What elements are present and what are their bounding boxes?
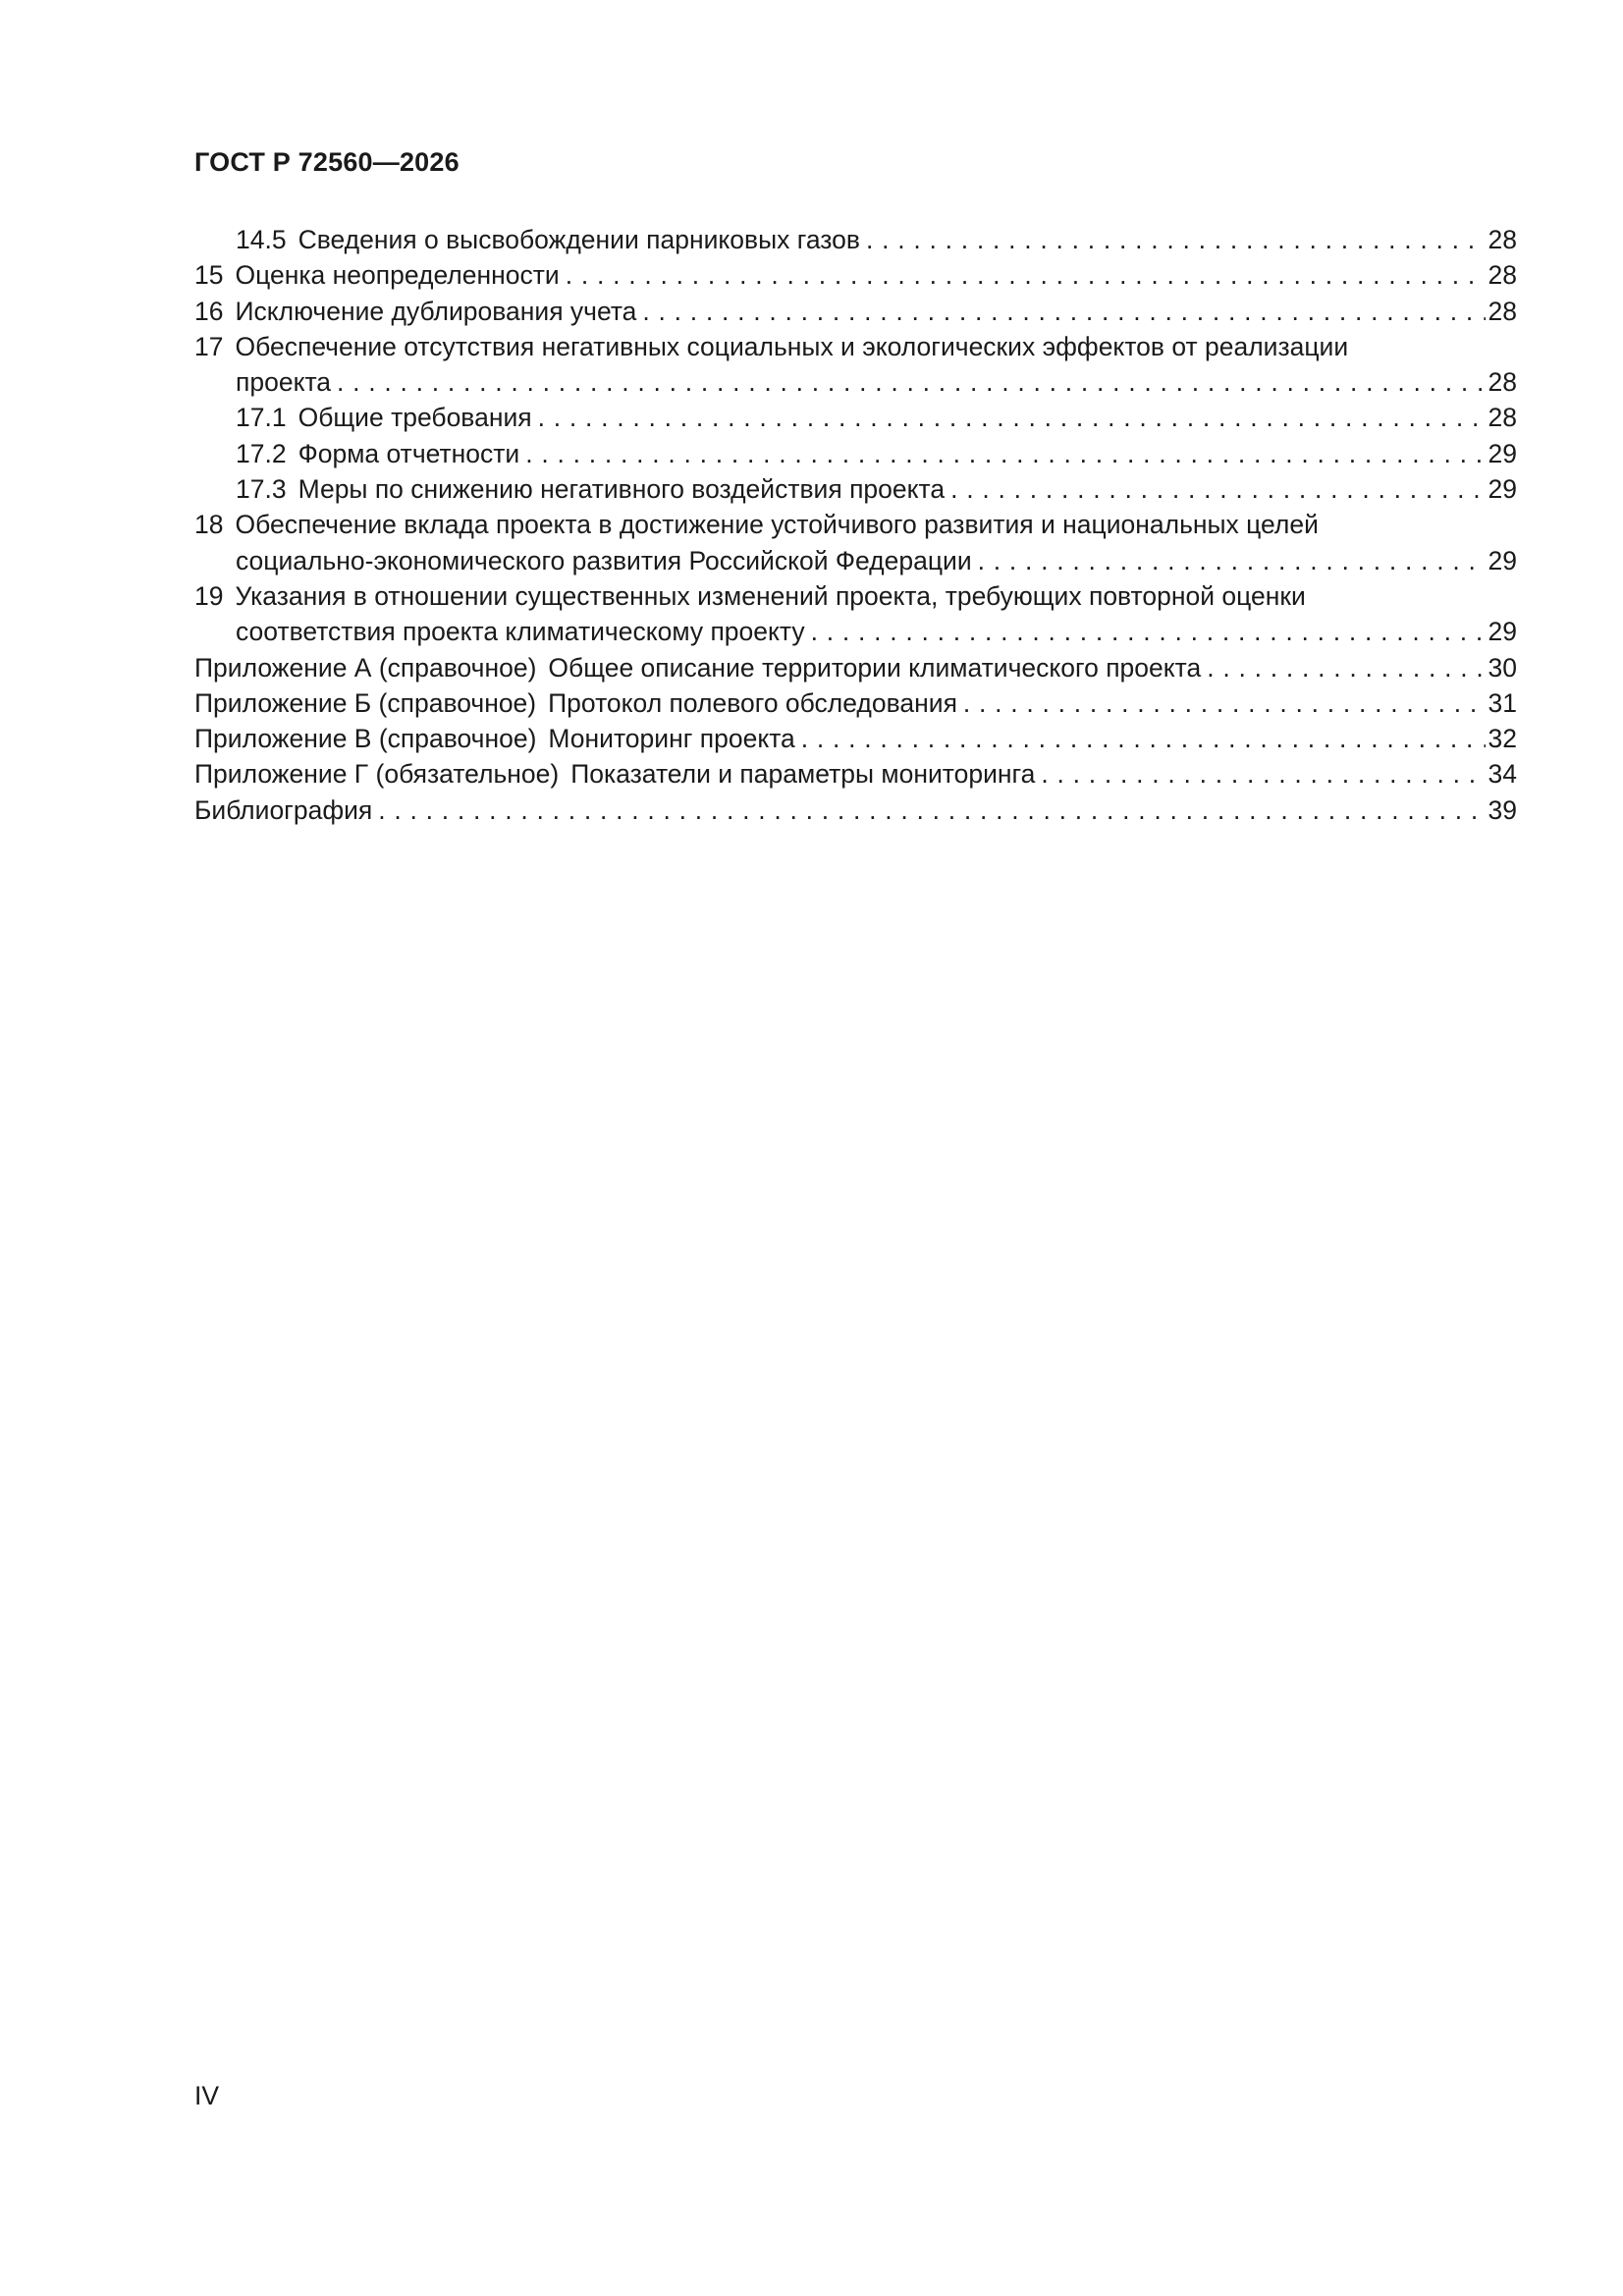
toc-entry[interactable] bbox=[194, 400, 1517, 435]
toc-entry-number: 19 bbox=[194, 580, 224, 611]
toc-entry-page: 28 bbox=[1488, 296, 1517, 326]
dot-leader bbox=[642, 294, 1485, 329]
toc-entry-title: Сведения о высвобождении парниковых газов bbox=[298, 225, 860, 254]
toc-entry-appendix[interactable] bbox=[194, 685, 1517, 721]
toc-entry-number: 17 bbox=[194, 331, 224, 361]
toc-entry-page: 29 bbox=[1488, 545, 1517, 575]
dot-leader bbox=[950, 471, 1485, 507]
dot-leader bbox=[978, 543, 1486, 578]
toc-entry-number: Приложение В (справочное) bbox=[194, 724, 537, 754]
toc-entry-number: 15 bbox=[194, 260, 224, 291]
toc-entry-title: Общее описание территории климатического проекта bbox=[548, 652, 1202, 683]
toc-entry-page: 29 bbox=[1488, 617, 1517, 647]
toc-entry-number: Приложение Г (обязательное) bbox=[194, 759, 560, 790]
dot-leader bbox=[866, 222, 1486, 257]
toc-entry-page: 28 bbox=[1488, 367, 1517, 398]
toc-entry-title: Показатели и параметры мониторинга bbox=[570, 759, 1036, 790]
toc-entry-appendix[interactable] bbox=[194, 756, 1517, 792]
toc-entry-number: 14.5 bbox=[236, 225, 287, 254]
toc-entry-page: 28 bbox=[1488, 225, 1517, 254]
toc-entry-number: 18 bbox=[194, 510, 224, 540]
toc-entry-continuation[interactable] bbox=[194, 614, 1517, 649]
toc-entry-page: 29 bbox=[1488, 438, 1517, 468]
toc-entry-page: 32 bbox=[1488, 724, 1517, 754]
toc-entry-page: 28 bbox=[1488, 260, 1517, 291]
toc-entry-title: Обеспечение отсутствия негативных социальных и экологических эффектов от реализации bbox=[235, 331, 1349, 361]
toc-entry[interactable] bbox=[194, 436, 1517, 471]
toc-entry-title: Библиография bbox=[194, 794, 373, 825]
toc-entry-title-continued: соответствия проекта климатическому проекту bbox=[236, 617, 805, 647]
toc-entry-page: 30 bbox=[1488, 652, 1517, 683]
toc-entry-title: Оценка неопределенности bbox=[235, 260, 560, 291]
toc-entry-page: 31 bbox=[1488, 687, 1517, 718]
dot-leader bbox=[378, 793, 1485, 828]
toc-entry-bibliography[interactable] bbox=[194, 793, 1517, 828]
toc-entry-appendix[interactable] bbox=[194, 721, 1517, 756]
toc-entry-number: 16 bbox=[194, 296, 224, 326]
toc-entry-page: 28 bbox=[1488, 403, 1517, 433]
document-code: ГОСТ Р 72560—2026 bbox=[194, 147, 460, 177]
toc-entry-title: Мониторинг проекта bbox=[548, 724, 795, 754]
dot-leader bbox=[566, 257, 1486, 293]
toc-entry[interactable] bbox=[194, 507, 1517, 542]
toc-entry-title: Общие требования bbox=[298, 403, 532, 433]
toc-entry[interactable] bbox=[194, 329, 1517, 364]
toc-entry-title-continued: социально-экономического развития Российской Федерации bbox=[236, 545, 972, 575]
toc-entry-continuation[interactable] bbox=[194, 364, 1517, 400]
toc-entry-number: Приложение А (справочное) bbox=[194, 652, 537, 683]
page-number: IV bbox=[194, 2081, 220, 2110]
toc-entry-number: 17.2 bbox=[236, 438, 287, 468]
table-of-contents bbox=[194, 222, 1517, 828]
toc-entry-page: 34 bbox=[1488, 759, 1517, 790]
toc-entry[interactable] bbox=[194, 222, 1517, 257]
dot-leader bbox=[525, 436, 1485, 471]
dot-leader bbox=[801, 721, 1486, 756]
toc-entry-title: Протокол полевого обследования bbox=[548, 687, 957, 718]
toc-entry-title: Указания в отношении существенных изменений проекта, требующих повторной оценки bbox=[235, 580, 1306, 611]
toc-entry-page: 29 bbox=[1488, 474, 1517, 505]
toc-entry-title: Исключение дублирования учета bbox=[235, 296, 637, 326]
dot-leader bbox=[337, 364, 1485, 400]
toc-entry-number: 17.3 bbox=[236, 474, 287, 505]
dot-leader bbox=[1207, 650, 1485, 685]
toc-entry-page: 39 bbox=[1488, 794, 1517, 825]
toc-entry-number: Приложение Б (справочное) bbox=[194, 687, 537, 718]
dot-leader bbox=[811, 614, 1486, 649]
toc-entry[interactable] bbox=[194, 471, 1517, 507]
dot-leader bbox=[538, 400, 1486, 435]
dot-leader bbox=[963, 685, 1486, 721]
toc-entry-title: Форма отчетности bbox=[298, 438, 520, 468]
toc-entry-number: 17.1 bbox=[236, 403, 287, 433]
toc-entry[interactable] bbox=[194, 578, 1517, 614]
toc-entry-title: Обеспечение вклада проекта в достижение устойчивого развития и национальных целей bbox=[235, 510, 1319, 540]
toc-entry-appendix[interactable] bbox=[194, 650, 1517, 685]
toc-entry[interactable] bbox=[194, 257, 1517, 293]
dot-leader bbox=[1041, 756, 1485, 792]
toc-entry-title: Меры по снижению негативного воздействия проекта bbox=[298, 474, 946, 505]
toc-entry[interactable] bbox=[194, 294, 1517, 329]
toc-entry-title-continued: проекта bbox=[236, 367, 332, 398]
toc-entry-continuation[interactable] bbox=[194, 543, 1517, 578]
